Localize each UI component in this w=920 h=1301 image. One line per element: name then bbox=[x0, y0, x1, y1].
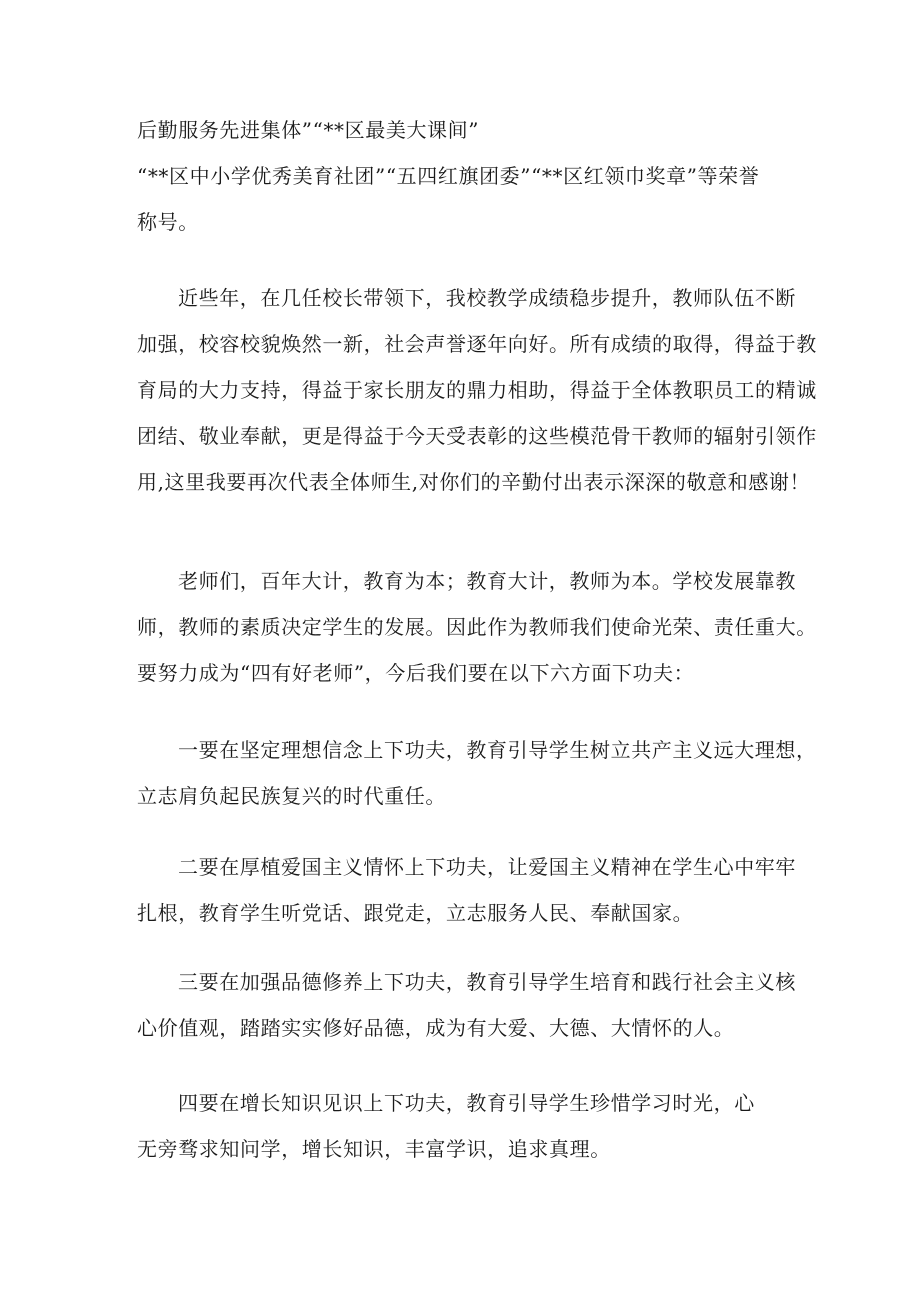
text-line: 加强，校容校貌焕然一新，社会声誉逐年向好。所有成绩的取得，得益于教 bbox=[137, 332, 817, 356]
text-line: 扎根，教育学生听党话、跟党走，立志服务人民、奉献国家。 bbox=[137, 901, 694, 925]
text-line: 要努力成为“四有好老师”，今后我们要在以下六方面下功夫： bbox=[137, 661, 695, 685]
text-line: 后勤服务先进集体”“**区最美大课间” bbox=[137, 118, 480, 142]
text-line: 心价值观，踏踏实实修好品德，成为有大爱、大德、大情怀的人。 bbox=[137, 1016, 735, 1040]
text-line: 称号。 bbox=[137, 210, 199, 234]
paragraph-first-line: 老师们，百年大计，教育为本；教育大计，教师为本。学校发展靠教 bbox=[178, 569, 796, 593]
text-line: 师，教师的素质决定学生的发展。因此作为教师我们使命光荣、责任重大。 bbox=[137, 615, 817, 639]
paragraph-first-line: 二要在厚植爱国主义情怀上下功夫，让爱国主义精神在学生心中牢牢 bbox=[178, 855, 796, 879]
text-line: “**区中小学优秀美育社团”“五四红旗团委”“**区红领巾奖章”等荣誉 bbox=[137, 164, 760, 188]
text-line: 无旁骛求知问学，增长知识，丰富学识，追求真理。 bbox=[137, 1137, 611, 1161]
text-line: 用,这里我要再次代表全体师生,对你们的辛勤付出表示深深的敬意和感谢！ bbox=[137, 470, 811, 494]
paragraph-first-line: 四要在增长知识见识上下功夫，教育引导学生珍惜学习时光，心 bbox=[178, 1091, 755, 1115]
text-line: 团结、敬业奉献，更是得益于今天受表彰的这些模范骨干教师的辐射引领作 bbox=[137, 424, 817, 448]
paragraph-first-line: 三要在加强品德修养上下功夫，教育引导学生培育和践行社会主义核 bbox=[178, 970, 796, 994]
text-line: 育局的大力支持，得益于家长朋友的鼎力相助，得益于全体教职员工的精诚 bbox=[137, 378, 817, 402]
paragraph-first-line: 近些年，在几任校长带领下，我校教学成绩稳步提升，教师队伍不断 bbox=[178, 286, 796, 310]
text-line: 立志肩负起民族复兴的时代重任。 bbox=[137, 784, 446, 808]
paragraph-first-line: 一要在坚定理想信念上下功夫，教育引导学生树立共产主义远大理想， bbox=[178, 738, 817, 762]
